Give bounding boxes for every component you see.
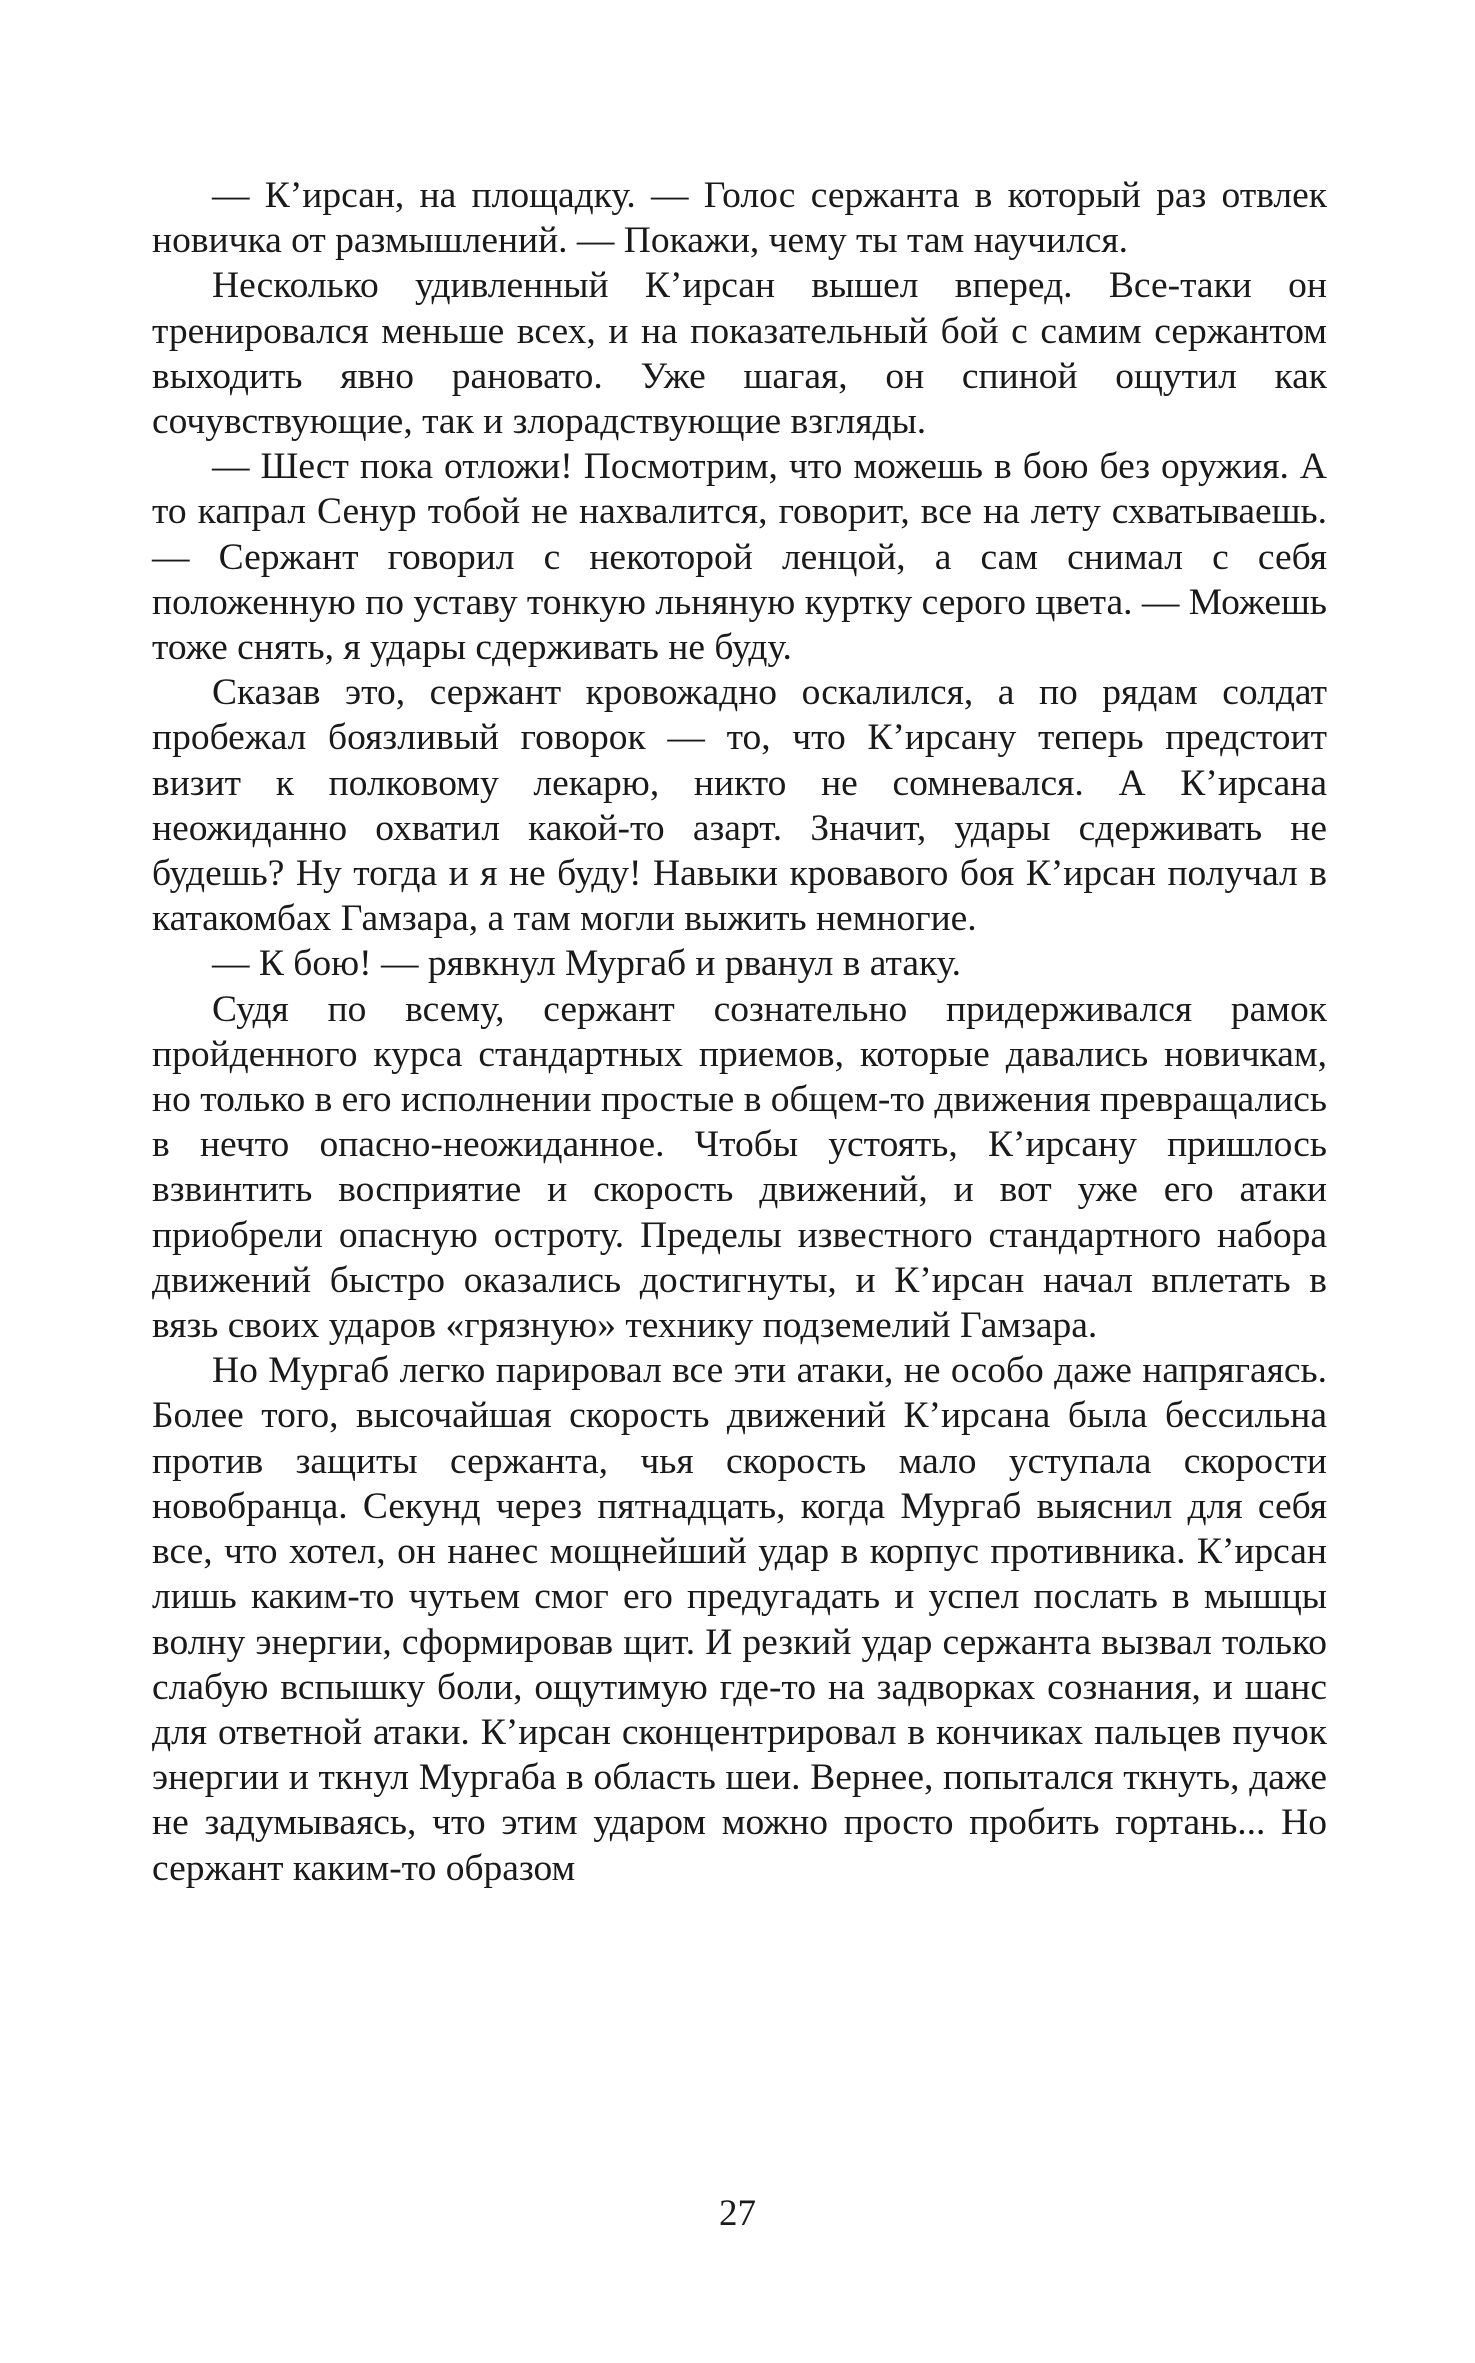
paragraph: Но Мургаб легко парировал все эти атаки, не особо даже напрягаясь. Более того, высочайшая скорость движений К’ирсана была бессильна против защиты сержанта, чья скорость мало уступала скорости новобранца. Секунд через пятнадцать, когда Мургаб выяснил для себя все, что хотел, он нанес мощнейший удар в корпус противника. К’ирсан лишь каким-то чутьем смог его предугадать и успел послать в мышцы волну энергии, сформировав щит. И резкий удар сержанта вызвал только слабую вспышку боли, ощутимую где-то на задворках сознания, и шанс для ответной атаки. К’ирсан сконцентрировал в кончиках пальцев пучок энергии и ткнул Мургаба в область шеи. Вернее, попытался ткнуть, даже не задумываясь, что этим ударом можно просто пробить гортань... Но сержант каким-то образом <box>152 1350 1327 1889</box>
paragraph: Сказав это, сержант кровожадно оскалился, а по рядам солдат пробежал боязливый говорок — то, что К’ирсану теперь предстоит визит к полковому лекарю, никто не сомневался. А К’ирсана неожиданно охватил какой-то азарт. Значит, удары сдерживать не будешь? Ну тогда и я не буду! Навыки кровавого боя К’ирсан получал в катакомбах Гамзара, а там могли выжить немногие. <box>152 672 1327 940</box>
paragraph: — Шест пока отложи! Посмотрим, что можешь в бою без оружия. А то капрал Сенур тобой не нахвалится, говорит, все на лету схватываешь. — Сержант говорил с некоторой ленцой, а сам снимал с себя положенную по уставу тонкую льняную куртку серого цвета. — Можешь тоже снять, я удары сдерживать не буду. <box>152 446 1327 669</box>
page-number: 27 <box>719 2193 756 2234</box>
paragraph: Несколько удивленный К’ирсан вышел вперед. Все-таки он тренировался меньше всех, и на показательный бой с самим сержантом выходить явно рановато. Уже шагая, он спиной ощутил как сочувствующие, так и злорадствующие взгляды. <box>152 265 1327 443</box>
paragraph: — К’ирсан, на площадку. — Голос сержанта в который раз отвлек новичка от размышлений. — Покажи, чему ты там научился. <box>152 175 1327 262</box>
body-text <box>152 173 1327 1891</box>
paragraph: Судя по всему, сержант сознательно придерживался рамок пройденного курса стандартных приемов, которые давались новичкам, но только в его исполнении простые в общем-то движения превращались в нечто опасно-неожиданное. Чтобы устоять, К’ирсану пришлось взвинтить восприятие и скорость движений, и вот уже его атаки приобрели опасную остроту. Пределы известного стандартного набора движений быстро оказались достигнуты, и К’ирсан начал вплетать в вязь своих ударов «грязную» технику подземелий Гамзара. <box>152 988 1327 1347</box>
paragraph: — К бою! — рявкнул Мургаб и рванул в атаку. <box>212 943 962 985</box>
